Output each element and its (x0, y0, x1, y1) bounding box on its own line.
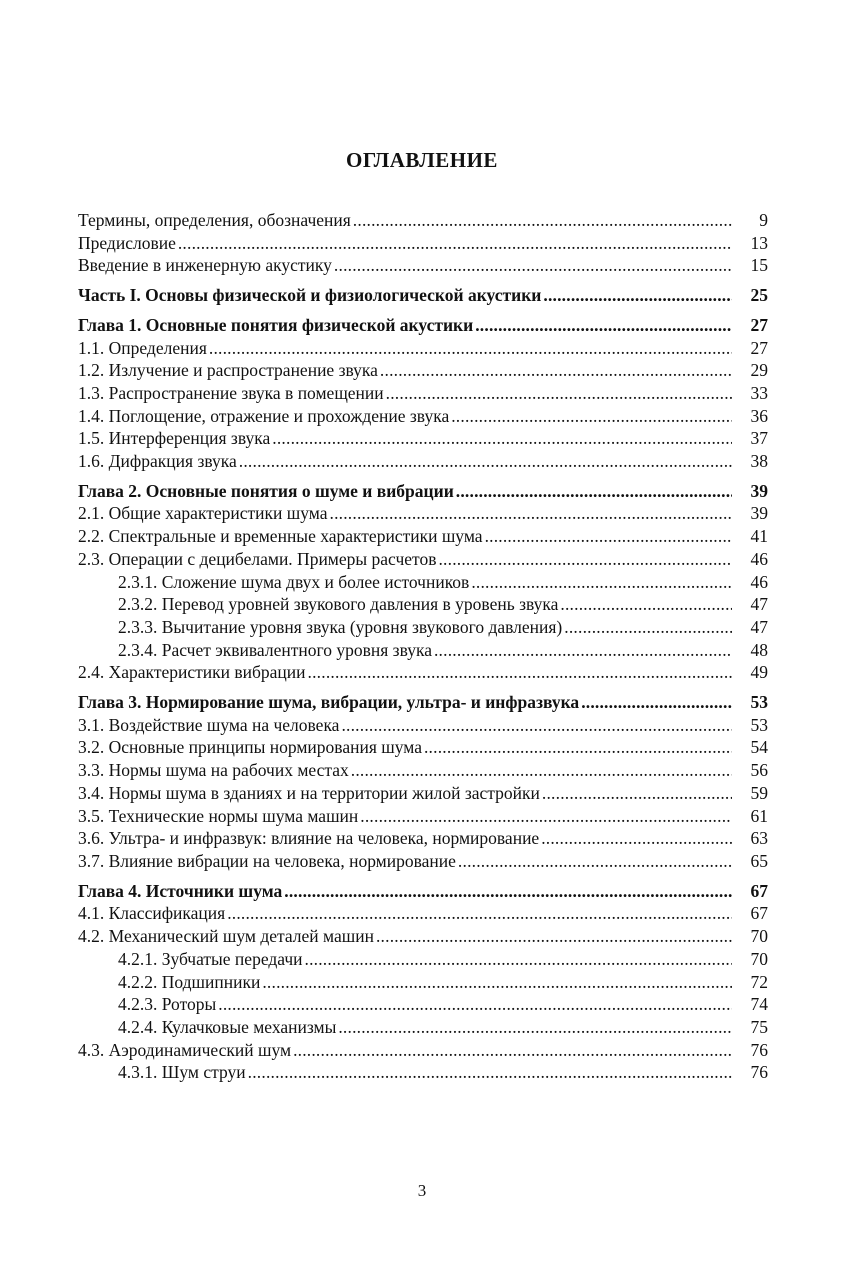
dot-leader (386, 382, 732, 405)
toc-entry (78, 1039, 768, 1062)
toc-entry-page: 36 (750, 405, 768, 426)
toc-entry-page: 29 (750, 360, 768, 381)
toc-entry-page: 75 (750, 1016, 768, 1037)
toc-entry-title: 3.7. Влияние вибрации на человека, нормирование (78, 850, 456, 871)
toc-entry-page: 13 (750, 232, 768, 253)
dot-leader (564, 616, 732, 639)
dot-leader (293, 1039, 732, 1062)
toc-entry-page: 59 (750, 782, 768, 803)
table-of-contents (78, 209, 768, 1084)
dot-leader (458, 850, 732, 873)
toc-entry-title: 2.3.1. Сложение шума двух и более источников (118, 571, 470, 592)
toc-entry-page: 15 (750, 255, 768, 276)
toc-entry-title: 2.3.3. Вычитание уровня звука (уровня звукового давления) (118, 616, 563, 637)
dot-leader (424, 736, 732, 759)
toc-entry-title: 2.2. Спектральные и временные характеристики шума (78, 526, 483, 547)
toc-entry-title: Термины, определения, обозначения (78, 210, 351, 230)
dot-leader (581, 691, 732, 714)
toc-entry (78, 805, 768, 828)
toc-entry-title: 2.3.2. Перевод уровней звукового давления в уровень звука (118, 594, 559, 615)
dot-leader (218, 993, 732, 1016)
toc-entry-page: 63 (750, 828, 768, 849)
toc-entry (78, 616, 768, 639)
dot-leader (543, 284, 732, 307)
toc-entry (78, 993, 768, 1016)
toc-entry (78, 232, 768, 255)
toc-entry-page: 9 (759, 210, 768, 230)
toc-entry (78, 782, 768, 805)
dot-leader (542, 782, 732, 805)
toc-entry-title: 3.4. Нормы шума в зданиях и на территории жилой застройки (78, 782, 540, 803)
toc-entry-page: 65 (750, 850, 768, 871)
dot-leader (308, 661, 732, 684)
toc-entry-page: 38 (750, 451, 768, 472)
toc-entry-page: 76 (750, 1039, 768, 1060)
toc-entry (78, 850, 768, 873)
toc-entry (78, 1016, 768, 1039)
toc-entry (78, 525, 768, 548)
toc-entry-title: 3.1. Воздействие шума на человека (78, 714, 340, 735)
toc-entry-title: 4.1. Классификация (78, 903, 226, 924)
toc-entry-page: 27 (750, 337, 768, 358)
toc-entry (78, 691, 768, 714)
toc-entry (78, 571, 768, 594)
toc-entry-page: 47 (750, 616, 768, 637)
toc-entry-page: 67 (750, 903, 768, 924)
toc-entry-page: 37 (750, 428, 768, 449)
toc-entry-title: 1.3. Распространение звука в помещении (78, 382, 384, 403)
toc-entry-page: 47 (750, 594, 768, 615)
toc-entry-title: 4.2.3. Роторы (118, 994, 217, 1015)
dot-leader (262, 971, 732, 994)
toc-entry (78, 1061, 768, 1084)
toc-entry (78, 639, 768, 662)
dot-leader (438, 548, 732, 571)
toc-entry (78, 314, 768, 337)
toc-entry (78, 450, 768, 473)
toc-entry-title: Предисловие (78, 232, 176, 253)
toc-entry-page: 72 (750, 971, 768, 992)
toc-entry-page: 27 (750, 314, 768, 335)
dot-leader (471, 571, 732, 594)
toc-entry-page: 76 (750, 1062, 768, 1083)
dot-leader (305, 948, 733, 971)
toc-entry (78, 880, 768, 903)
toc-entry-title: 2.1. Общие характеристики шума (78, 503, 328, 524)
dot-leader (475, 314, 732, 337)
toc-entry-page: 33 (750, 382, 768, 403)
toc-entry-page: 61 (750, 805, 768, 826)
toc-entry-title: Глава 2. Основные понятия о шуме и вибрации (78, 480, 454, 501)
toc-entry-title: 4.2.4. Кулачковые механизмы (118, 1016, 337, 1037)
toc-entry-title: 2.4. Характеристики вибрации (78, 662, 306, 683)
toc-entry-title: 3.3. Нормы шума на рабочих местах (78, 760, 349, 781)
toc-entry-page: 56 (750, 760, 768, 781)
toc-entry-title: 1.1. Определения (78, 337, 207, 358)
dot-leader (360, 805, 732, 828)
toc-entry-page: 39 (750, 503, 768, 524)
toc-heading: ОГЛАВЛЕНИЕ (346, 148, 498, 172)
dot-leader (434, 639, 732, 662)
toc-entry (78, 209, 768, 232)
toc-entry (78, 759, 768, 782)
dot-leader (341, 714, 732, 737)
dot-leader (541, 827, 732, 850)
dot-leader (456, 480, 732, 503)
toc-entry-page: 25 (750, 285, 768, 306)
dot-leader (284, 880, 732, 903)
toc-entry-title: 1.4. Поглощение, отражение и прохождение звука (78, 405, 450, 426)
toc-entry (78, 480, 768, 503)
toc-entry (78, 382, 768, 405)
toc-entry-title: 4.3. Аэродинамический шум (78, 1039, 292, 1060)
toc-entry-title: 1.6. Дифракция звука (78, 451, 237, 472)
toc-entry-page: 67 (750, 880, 768, 901)
toc-entry (78, 714, 768, 737)
dot-leader (353, 209, 732, 232)
dot-leader (376, 925, 732, 948)
toc-entry (78, 827, 768, 850)
dot-leader (451, 405, 732, 428)
dot-leader (338, 1016, 732, 1039)
dot-leader (272, 427, 732, 450)
toc-entry (78, 902, 768, 925)
toc-entry-title: 4.2. Механический шум деталей машин (78, 926, 374, 947)
toc-entry-page: 41 (750, 526, 768, 547)
dot-leader (351, 759, 732, 782)
toc-entry-page: 54 (750, 737, 768, 758)
toc-entry-title: 4.3.1. Шум струи (118, 1062, 246, 1083)
toc-entry (78, 948, 768, 971)
toc-entry-title: Часть I. Основы физической и физиологической акустики (78, 285, 542, 306)
toc-entry-page: 70 (750, 948, 768, 969)
dot-leader (178, 232, 732, 255)
toc-entry-title: Глава 4. Источники шума (78, 880, 283, 901)
toc-entry-title: 3.5. Технические нормы шума машин (78, 805, 359, 826)
toc-entry (78, 254, 768, 277)
toc-entry (78, 925, 768, 948)
toc-entry (78, 405, 768, 428)
toc-entry-title: Глава 3. Нормирование шума, вибрации, ультра- и инфразвука (78, 692, 580, 713)
toc-entry (78, 593, 768, 616)
dot-leader (248, 1061, 732, 1084)
dot-leader (560, 593, 732, 616)
toc-entry-title: Глава 1. Основные понятия физической акустики (78, 314, 474, 335)
toc-entry-page: 48 (750, 639, 768, 660)
dot-leader (227, 902, 732, 925)
toc-entry-page: 46 (750, 571, 768, 592)
dot-leader (239, 450, 732, 473)
toc-entry (78, 427, 768, 450)
toc-entry (78, 736, 768, 759)
toc-entry-title: 1.5. Интерференция звука (78, 428, 271, 449)
toc-entry (78, 548, 768, 571)
toc-entry-page: 39 (750, 480, 768, 501)
page-number: 3 (417, 1181, 427, 1200)
toc-entry (78, 284, 768, 307)
toc-entry-title: 3.6. Ультра- и инфразвук: влияние на человека, нормирование (78, 828, 540, 849)
toc-entry-page: 53 (750, 714, 768, 735)
toc-entry-page: 70 (750, 926, 768, 947)
toc-entry (78, 502, 768, 525)
toc-entry-title: 2.3.4. Расчет эквивалентного уровня звука (118, 639, 432, 660)
toc-entry-title: Введение в инженерную акустику (78, 255, 332, 276)
toc-entry-page: 74 (750, 994, 768, 1015)
toc-entry-title: 2.3. Операции с децибелами. Примеры расчетов (78, 548, 437, 569)
toc-entry-page: 46 (750, 548, 768, 569)
toc-entry (78, 971, 768, 994)
dot-leader (485, 525, 732, 548)
toc-entry-title: 1.2. Излучение и распространение звука (78, 360, 378, 381)
dot-leader (330, 502, 733, 525)
toc-entry-page: 53 (750, 692, 768, 713)
dot-leader (334, 254, 732, 277)
toc-entry-page: 49 (750, 662, 768, 683)
toc-entry-title: 4.2.2. Подшипники (118, 971, 261, 992)
toc-entry (78, 337, 768, 360)
toc-entry (78, 359, 768, 382)
dot-leader (209, 337, 732, 360)
toc-entry-title: 4.2.1. Зубчатые передачи (118, 948, 303, 969)
dot-leader (380, 359, 732, 382)
toc-entry-title: 3.2. Основные принципы нормирования шума (78, 737, 422, 758)
toc-entry (78, 661, 768, 684)
